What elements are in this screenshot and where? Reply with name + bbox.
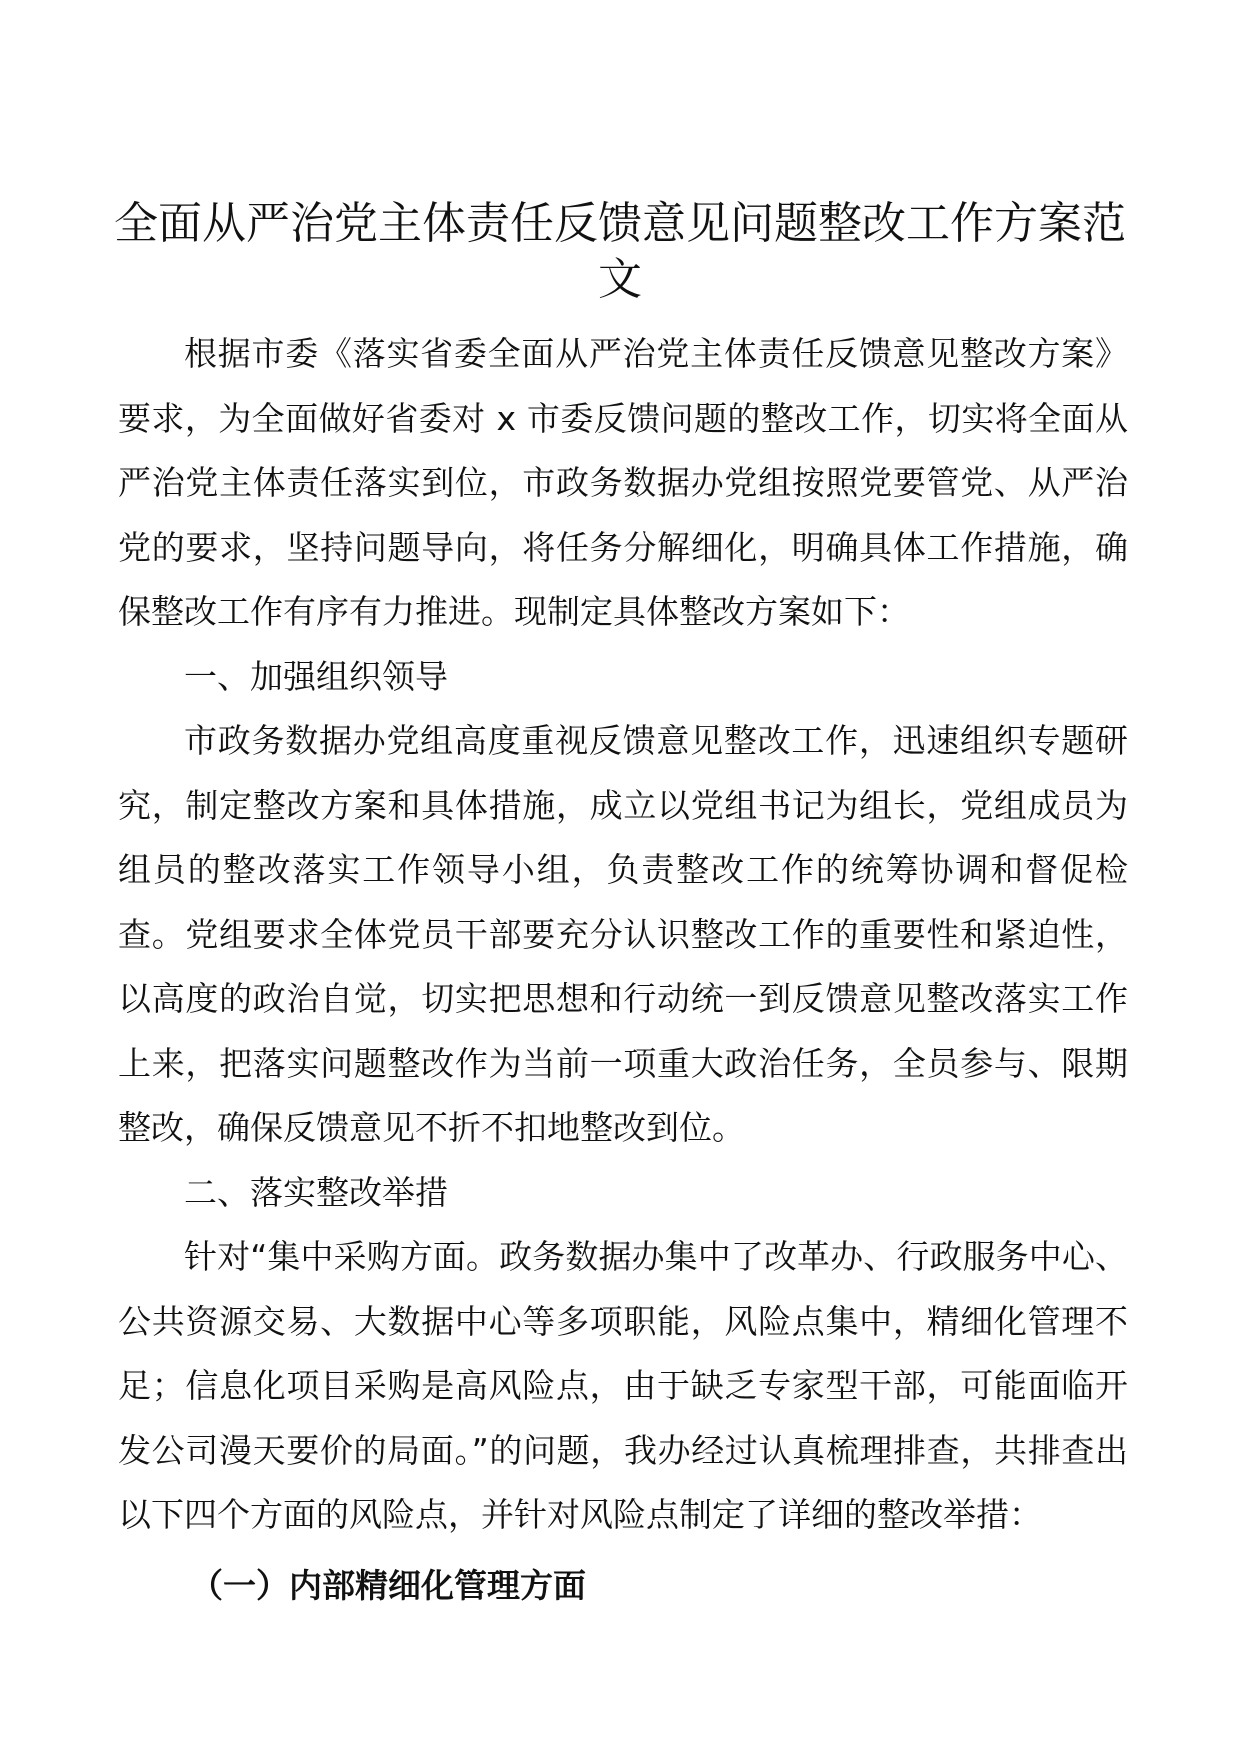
document-title: 全面从严治党主体责任反馈意见问题整改工作方案范文 [114,198,1126,305]
section-heading-1: 一、加强组织领导 [184,656,448,696]
subsection-heading: （一）内部精细化管理方面 [190,1565,586,1605]
section-heading-2: 二、落实整改举措 [184,1172,448,1212]
document-body [118,322,1128,1618]
section-1-paragraph: 市政务数据办党组高度重视反馈意见整改工作，迅速组织专题研究，制定整改方案和具体措施，成立以党组书记为组长，党组成员为组员的整改落实工作领导小组，负责整改工作的统筹协调和督促检查。党组要求全体党员干部要充分认识整改工作的重要性和紧迫性，以高度的政治自觉，切实把思想和行动统一到反馈意见整改落实工作上来，把落实问题整改作为当前一项重大政治任务，全员参与、限期整改，确保反馈意见不折不扣地整改到位。 [118,721,1128,1147]
section-2-paragraph: 针对“集中采购方面。政务数据办集中了改革办、行政服务中心、公共资源交易、大数据中心等多项职能，风险点集中，精细化管理不足；信息化项目采购是高风险点，由于缺乏专家型干部，可能面临开发公司漫天要价的局面。”的问题，我办经过认真梳理排查，共排查出以下四个方面的风险点，并针对风险点制定了详细的整改举措： [118,1237,1128,1534]
intro-paragraph: 根据市委《落实省委全面从严治党主体责任反馈意见整改方案》要求，为全面做好省委对 x 市委反馈问题的整改工作，切实将全面从严治党主体责任落实到位，市政务数据办党组按照党要管党、从严治党的要求，坚持问题导向，将任务分解细化，明确具体工作措施，确保整改工作有序有力推进。现制定具体整改方案如下： [118,334,1128,631]
